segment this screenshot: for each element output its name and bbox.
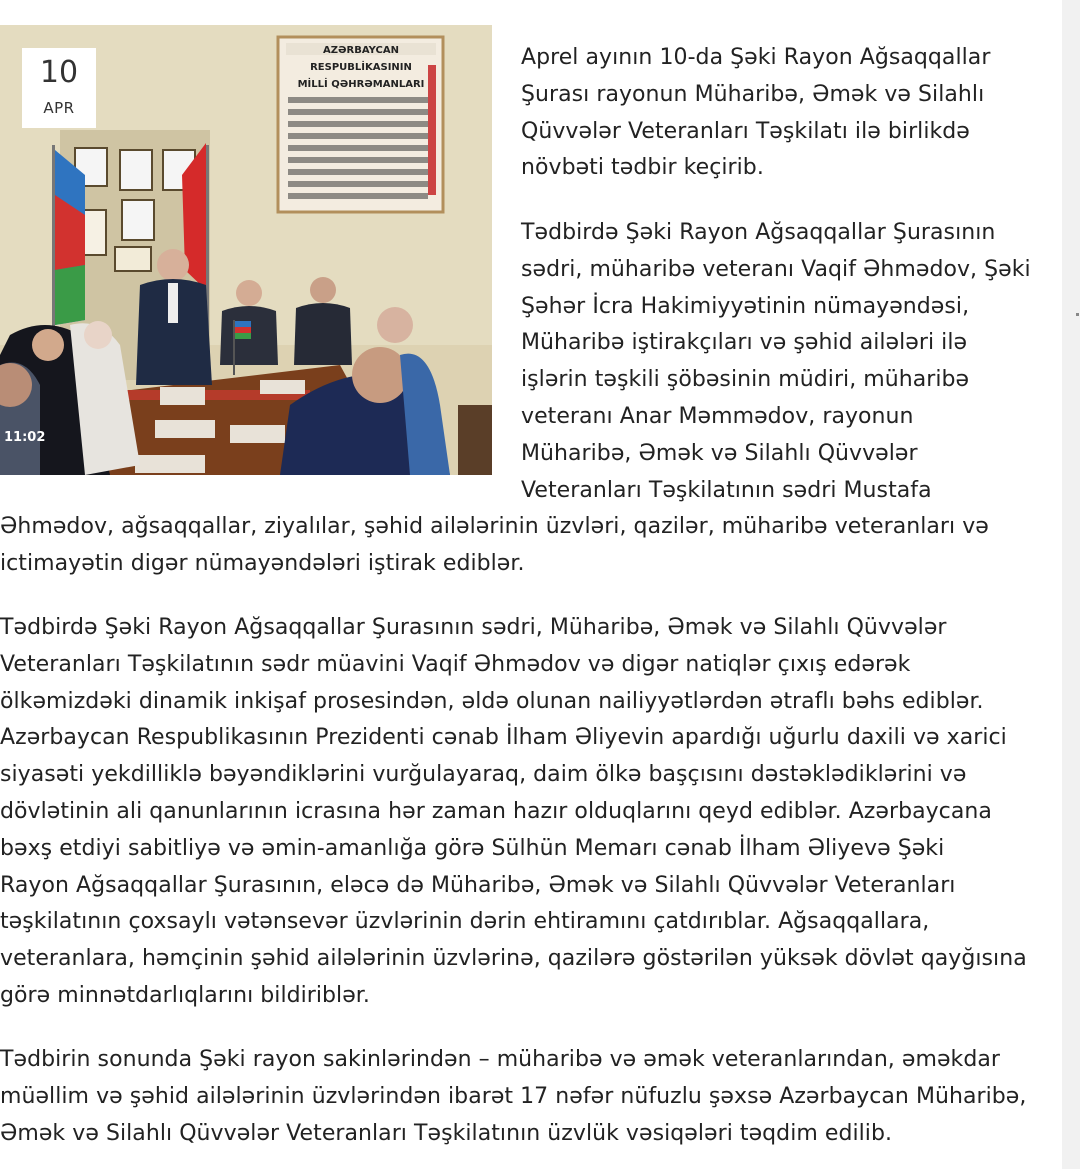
- text-line: ictimayətin digər nümayəndələri iştirak ediblər.: [0, 551, 525, 577]
- text-line: Müharibə, Əmək və Silahlı Qüvvələr: [521, 440, 918, 466]
- text-line: müəllim və şəhid ailələrinin üzvlərindən ibarət 17 nəfər nüfuzlu şəxsə Azərbaycan Müharibə,: [0, 1083, 1027, 1109]
- text-line: Azərbaycan Respublikasının Prezidenti cənab İlham Əliyevin apardığı uğurlu daxili və xarici: [0, 725, 1007, 751]
- text-line: Tədbirdə Şəki Rayon Ağsaqqallar Şurasının: [521, 220, 996, 245]
- text-line: Əhmədov, ağsaqqallar, ziyalılar, şəhid ailələrinin üzvləri, qazilər, müharibə veteranları və: [0, 514, 989, 540]
- text-line: Aprel ayının 10-da Şəki Rayon Ağsaqqallar: [521, 45, 991, 70]
- text-line: Əmək və Silahlı Qüvvələr Veteranları Təşkilatının üzvlük vəsiqələri təqdim edilib.: [0, 1120, 893, 1146]
- text-line: bəxş etdiyi sabitliyə və əmin-amanlığa görə Sülhün Memarı cənab İlham Əliyevə Şəki: [0, 835, 945, 861]
- text-line: Tədbirdə Şəki Rayon Ağsaqqallar Şurasının sədri, Müharibə, Əmək və Silahlı Qüvvələr: [0, 615, 947, 640]
- text-line: Müharibə iştirakçıları və şəhid ailələri ilə: [521, 330, 968, 356]
- article-paragraph-1: [521, 40, 1041, 187]
- video-timestamp: 11:02: [4, 430, 46, 445]
- svg-text:MİLLİ QƏHRƏMANLARI: MİLLİ QƏHRƏMANLARI: [297, 79, 425, 90]
- text-line: görə minnətdarlıqlarını bildiriblər.: [0, 982, 370, 1008]
- scrollbar-track[interactable]: [1062, 0, 1080, 1169]
- text-line: Şurası rayonun Müharibə, Əmək və Silahlı: [521, 81, 985, 107]
- text-line: ölkəmizdəki dinamik inkişaf prosesindən, əldə olunan nailiyyətlərdən ətraflı bəhs ediblər.: [0, 688, 984, 714]
- text-line: veteranlara, həmçinin şəhid ailələrinin üzvlərinə, qazilərə göstərilən yüksək dövlət qayğısına: [0, 946, 1027, 972]
- date-badge: [22, 48, 96, 128]
- date-month: APR: [43, 99, 75, 117]
- article-paragraph-3: [0, 610, 1045, 1015]
- text-line: dövlətinin ali qanunlarının icrasına hər zaman hazır olduqlarını qeyd ediblər. Azərbaycana: [0, 798, 992, 824]
- text-line: Veteranları Təşkilatının sədr müavini Vaqif Əhmədov və digər natiqlər çıxış edərək: [0, 651, 911, 677]
- text-line: Veteranları Təşkilatının sədri Mustafa: [521, 477, 932, 503]
- text-line: təşkilatının çoxsaylı vətənsevər üzvlərinin dərin ehtiramını çatdırıblar. Ağsaqqallara,: [0, 909, 930, 935]
- text-line: veteranı Anar Məmmədov, rayonun: [521, 403, 914, 429]
- text-line: sədri, müharibə veteranı Vaqif Əhmədov, Şəki: [521, 256, 1031, 282]
- text-line: növbəti tədbir keçirib.: [521, 155, 764, 181]
- text-line: işlərin təşkili şöbəsinin müdiri, müharibə: [521, 367, 970, 393]
- text-line: Qüvvələr Veteranları Təşkilatı ilə birlikdə: [521, 118, 970, 144]
- heroes-board: [278, 37, 443, 212]
- text-line: Tədbirin sonunda Şəki rayon sakinlərindən – müharibə və əmək veteranlarından, əməkdar: [0, 1047, 1000, 1072]
- text-line: Şəhər İcra Hakimiyyətinin nümayəndəsi,: [521, 293, 970, 319]
- date-day: 10: [39, 55, 79, 90]
- scrollbar-marker: [1076, 313, 1079, 316]
- text-line: Rayon Ağsaqqallar Şurasının, eləcə də Müharibə, Əmək və Silahlı Qüvvələr Veteranları: [0, 872, 956, 898]
- article-paragraph-4: [0, 1042, 1045, 1152]
- article-paragraph-2: [0, 215, 1045, 583]
- svg-text:AZƏRBAYCAN: AZƏRBAYCAN: [323, 45, 399, 56]
- text-line: siyasəti yekdilliklə bəyəndiklərini vurğulayaraq, daim ölkə başçısını dəstəklədiklərini və: [0, 762, 967, 788]
- svg-text:RESPUBLİKASININ: RESPUBLİKASININ: [310, 62, 412, 73]
